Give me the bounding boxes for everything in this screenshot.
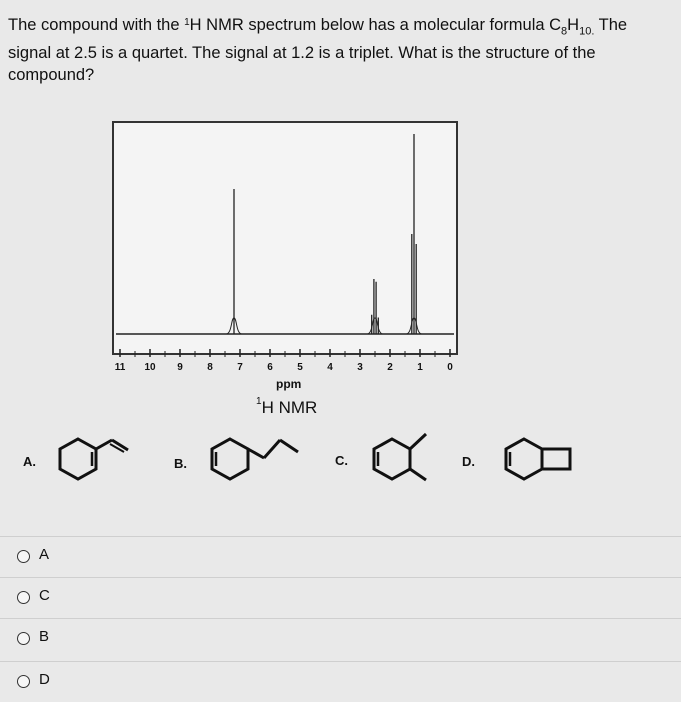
axis-tick-label: 6 (267, 362, 273, 373)
question-text (8, 14, 673, 86)
spectrum-peak (367, 279, 383, 334)
spectrum-peak (226, 189, 242, 334)
choice-b-label: B. (174, 456, 187, 471)
choice-d-label: D. (462, 454, 475, 469)
option-a[interactable] (0, 536, 681, 577)
spectrum-trace (116, 134, 454, 334)
option-a-label: A (39, 546, 50, 563)
axis-tick-label: 1 (417, 362, 423, 373)
option-b[interactable] (0, 618, 681, 659)
nmr-spectrum-plot (112, 121, 458, 361)
question-subscript: 8 (561, 25, 568, 38)
axis-tick-label: 11 (114, 362, 126, 373)
axis-ticks (120, 349, 450, 357)
option-c-label: C (39, 587, 50, 604)
question-part: The compound with the (8, 16, 185, 34)
spectrum-title-superscript: 1 (256, 396, 262, 407)
styrene-structure-icon (48, 430, 160, 490)
spectrum-peak-shoulder (367, 318, 383, 334)
option-d-label: D (39, 671, 50, 688)
option-c[interactable] (0, 577, 681, 618)
axis-tick-label: 7 (237, 362, 243, 373)
axis-tick-label: 10 (144, 362, 156, 373)
question-part: H NMR spectrum below has a molecular formula C (189, 16, 562, 34)
axis-tick-label: 9 (177, 362, 183, 373)
question-superscript: 1 (184, 17, 190, 28)
option-b-label: B (39, 628, 50, 645)
axis-tick-label: 4 (327, 362, 333, 373)
axis-unit-label: ppm (276, 377, 302, 391)
axis-tick-label: 2 (387, 362, 393, 373)
spectrum-title-text: H NMR (261, 398, 318, 417)
option-d[interactable] (0, 661, 681, 702)
choice-c-label: C. (335, 453, 348, 468)
radio-unchecked-icon[interactable] (17, 675, 30, 688)
radio-unchecked-icon[interactable] (17, 591, 30, 604)
radio-unchecked-icon[interactable] (17, 550, 30, 563)
radio-unchecked-icon[interactable] (17, 632, 30, 645)
benzocyclobutene-structure-icon (494, 430, 584, 490)
axis-tick-label: 5 (297, 362, 303, 373)
axis-tick-label: 0 (447, 362, 453, 373)
question-subscript: 10. (579, 25, 595, 38)
spectrum-peak (406, 134, 422, 334)
axis-tick-label: 8 (207, 362, 213, 373)
choice-a-label: A. (23, 454, 36, 469)
ethylbenzene-structure-icon (200, 430, 320, 490)
question-part: The signal at 2.5 is a quartet. The signal at 1.2 is a triplet. What is the structure of the compound? (8, 16, 628, 85)
dimethylbenzene-structure-icon (362, 428, 448, 488)
question-part: H (567, 16, 580, 34)
axis-tick-label: 3 (357, 362, 363, 373)
spectrum-title (256, 398, 317, 418)
